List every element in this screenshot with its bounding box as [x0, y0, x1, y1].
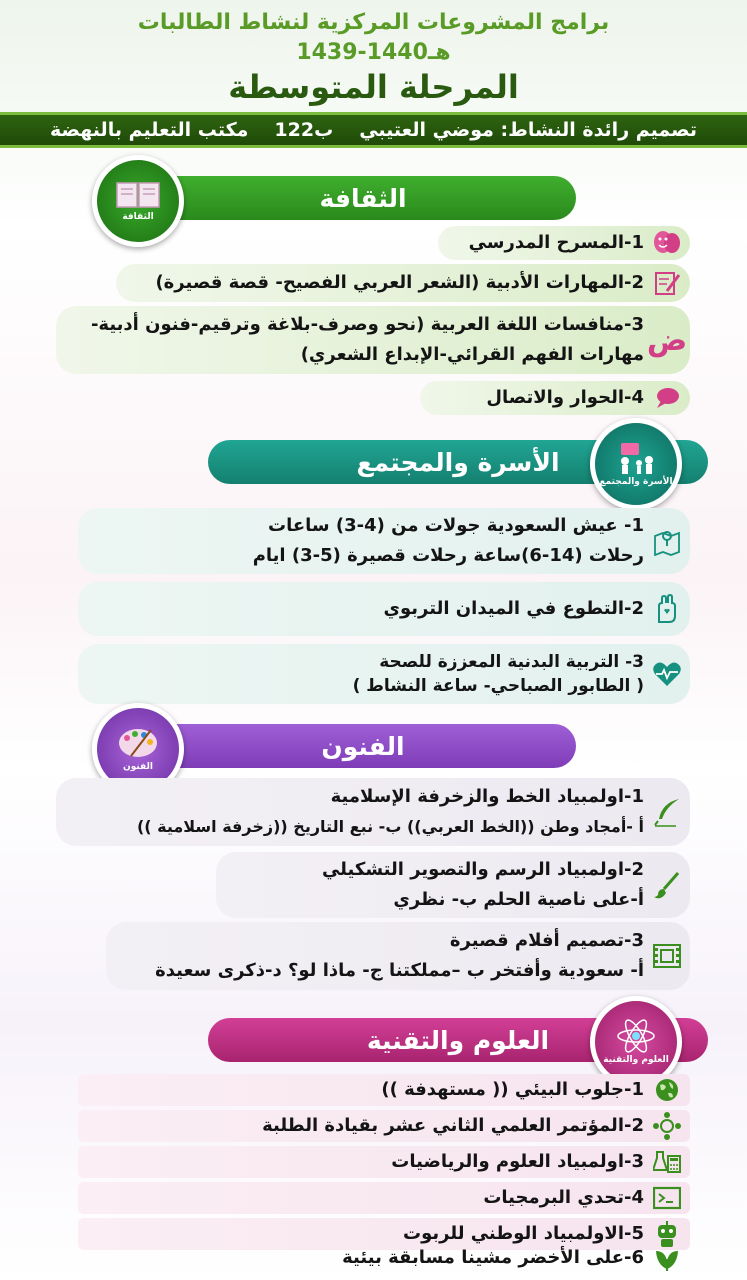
science-item-3: 3-اولمبياد العلوم والرياضيات: [78, 1146, 690, 1178]
science-badge-label: العلوم والتقنية: [603, 1055, 669, 1065]
culture-badge: [92, 155, 184, 247]
culture-title: الثقافة: [319, 183, 407, 213]
heartbeat-icon: [652, 659, 682, 689]
palette-icon: [115, 726, 161, 760]
family-title: الأسرة والمجتمع: [356, 447, 560, 477]
designer-name: تصميم رائدة النشاط: موضي العتيبي: [359, 119, 697, 141]
atom-icon: [613, 1019, 659, 1053]
science-item-4: 4-تحدي البرمجيات: [78, 1182, 690, 1214]
science-title: العلوم والتقنية: [366, 1025, 550, 1055]
science-item-1: 1-جلوب البيئي (( مستهدفة )): [78, 1074, 690, 1106]
calculator-flask-icon: [652, 1147, 682, 1177]
theater-masks-icon: [652, 228, 682, 258]
culture-item-2: 2-المهارات الأدبية (الشعر العربي الفصيح- قصة قصيرة): [116, 264, 690, 302]
paint-brush-icon: [652, 870, 682, 900]
culture-item-3: ض 3-منافسات اللغة العربية (نحو وصرف-بلاغة وترقيم-فنون أدبية- مهارات الفهم القرائي-الإبداع الشعري): [56, 306, 690, 374]
map-pin-icon: [652, 526, 682, 556]
culture-item-4: 4-الحوار والاتصال: [420, 381, 690, 415]
writing-icon: [652, 268, 682, 298]
science-item-6: 6-على الأخضر مشينا مسابقة بيئية: [78, 1242, 690, 1274]
header-year: 1439-1440هـ: [296, 40, 451, 65]
office-number: ب122: [274, 119, 334, 141]
volunteer-hand-icon: [652, 594, 682, 624]
culture-item-1: 1-المسرح المدرسي: [438, 226, 690, 260]
book-icon: [115, 180, 161, 210]
feather-pen-icon: [652, 797, 682, 827]
globe-icon: [652, 1075, 682, 1105]
header-title: برامج المشروعات المركزية لنشاط الطالبات: [137, 10, 610, 35]
leaf-icon: [652, 1243, 682, 1273]
family-item-2: 2-التطوع في الميدان التربوي: [78, 582, 690, 636]
arts-banner: [150, 724, 576, 768]
arts-item-1: 1-اولمبياد الخط والزخرفة الإسلامية أ -أمجاد وطن ((الخط العربي)) ب- نبع التاريخ ((زخرفة اسلامية )): [56, 778, 690, 846]
culture-banner: [150, 176, 576, 220]
arts-title: الفنون: [321, 731, 405, 761]
header: [0, 0, 747, 110]
header-stage: المرحلة المتوسطة: [228, 68, 519, 106]
designer-bar: [0, 112, 747, 148]
arts-badge-label: الفنون: [123, 762, 153, 772]
family-badge: [590, 418, 682, 510]
speech-bubbles-icon: [652, 383, 682, 413]
office-name: مكتب التعليم بالنهضة: [50, 119, 249, 141]
film-strip-icon: [652, 941, 682, 971]
arabic-letter-icon: ض: [646, 322, 688, 358]
family-badge-label: الأسرة والمجتمع: [599, 477, 673, 487]
family-people-icon: [613, 441, 659, 475]
network-icon: [652, 1111, 682, 1141]
culture-badge-label: الثقافة: [122, 212, 154, 222]
arts-item-3: 3-تصميم أفلام قصيرة أ- سعودية وأفتخر ب –مملكتنا ج- ماذا لو؟ د-ذكرى سعيدة: [106, 922, 690, 990]
terminal-icon: [652, 1183, 682, 1213]
science-item-5: 5-الاولمبياد الوطني للربوت: [78, 1218, 690, 1250]
arts-item-2: 2-اولمبياد الرسم والتصوير التشكيلي أ-على ناصية الحلم ب- نظري: [216, 852, 690, 918]
family-item-3: 3- التربية البدنية المعززة للصحة ( الطابور الصباحي- ساعة النشاط ): [78, 644, 690, 704]
science-item-2: 2-المؤتمر العلمي الثاني عشر بقيادة الطلبة: [78, 1110, 690, 1142]
family-item-1: 1- عيش السعودية جولات من (4-3) ساعات رحلات (14-6)ساعة رحلات قصيرة (5-3) ايام: [78, 508, 690, 574]
